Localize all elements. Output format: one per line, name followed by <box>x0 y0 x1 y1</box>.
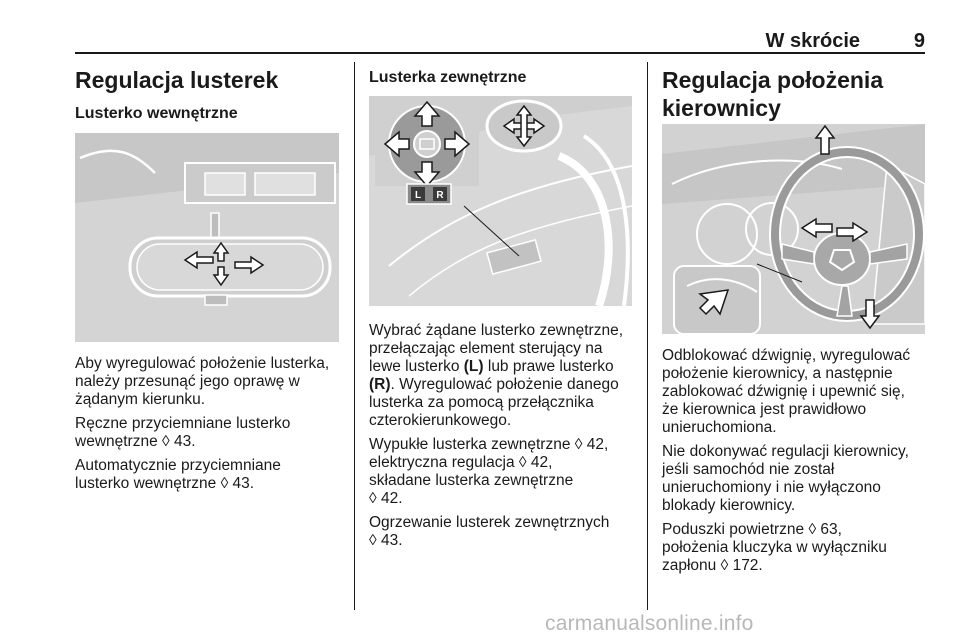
text-line: unieruchomiony i nie wyłączono <box>662 479 881 496</box>
text-line: zapłonu ◊ 172. <box>662 557 763 574</box>
text-line: czterokierunkowego. <box>369 412 512 429</box>
text-line: Ogrzewanie lusterek zewnętrznych <box>369 514 610 531</box>
text-line: jeśli samochód nie został <box>662 461 835 478</box>
running-header-title: W skrócie <box>765 30 860 52</box>
text-line: Wypukłe lusterka zewnętrzne ◊ 42, <box>369 436 609 453</box>
paragraph <box>369 322 644 430</box>
paragraph <box>662 521 937 575</box>
text-line: Ręczne przyciemniane lusterko <box>75 415 291 432</box>
text-line: Wybrać żądane lusterko zewnętrzne, <box>369 322 624 339</box>
heading-line: Regulacja położenia <box>662 67 884 93</box>
steering-wheel-illustration <box>662 124 925 334</box>
section-heading-mirrors: Regulacja lusterek <box>75 67 279 93</box>
subheading-exterior-mirrors: Lusterka zewnętrzne <box>369 69 527 86</box>
text-line: ◊ 43. <box>369 532 403 549</box>
text-line: składane lusterka zewnętrzne <box>369 472 574 489</box>
paragraph <box>75 415 350 451</box>
text-line: zablokować dźwignię i upewnić się, <box>662 383 905 400</box>
text-line: Odblokować dźwignię, wyregulować <box>662 347 911 364</box>
text-line: blokady kierownicy. <box>662 497 796 514</box>
text-line: Nie dokonywać regulacji kierownicy, <box>662 443 909 460</box>
text-line: wewnętrzne ◊ 43. <box>75 433 196 450</box>
text-line: unieruchomiona. <box>662 419 777 436</box>
left-column-text <box>75 355 350 499</box>
paragraph <box>662 443 937 515</box>
text-line: położenie kierownicy, a następnie <box>662 365 893 382</box>
middle-column-text <box>369 322 644 556</box>
interior-mirror-illustration <box>75 133 339 342</box>
right-column-text <box>662 347 937 581</box>
text-line: ◊ 42. <box>369 490 403 507</box>
header-rule <box>75 52 925 54</box>
text-line: położenia kluczyka w wyłączniku <box>662 539 887 556</box>
paragraph <box>75 457 350 493</box>
text-line: lusterko wewnętrzne ◊ 43. <box>75 475 255 492</box>
subheading-interior-mirror: Lusterko wewnętrzne <box>75 105 238 122</box>
column-divider-right <box>647 62 648 610</box>
text-line: żądanym kierunku. <box>75 391 206 408</box>
column-divider-left <box>354 62 355 610</box>
switch-label-left: L <box>414 190 422 201</box>
paragraph <box>662 347 937 437</box>
text-line: należy przesunąć jego oprawę w <box>75 373 300 390</box>
text-line: Poduszki powietrzne ◊ 63, <box>662 521 842 538</box>
paragraph <box>369 436 644 508</box>
text-line: lewe lusterko (L) lub prawe lusterko <box>369 358 614 375</box>
page-number: 9 <box>913 30 925 52</box>
text-line: że kierownica jest prawidłowo <box>662 401 867 418</box>
exterior-mirror-drawing <box>369 96 632 306</box>
text-line: (R). Wyregulować położenie danego <box>369 376 619 393</box>
text-line: przełączając element sterujący na <box>369 340 603 357</box>
switch-label-right: R <box>436 190 444 201</box>
text-line: elektryczna regulacja ◊ 42, <box>369 454 553 471</box>
text-line: lusterka za pomocą przełącznika <box>369 394 594 411</box>
interior-mirror-drawing <box>75 133 339 342</box>
section-heading-steering <box>662 66 883 122</box>
paragraph <box>369 514 644 550</box>
paragraph <box>75 355 350 409</box>
text-line: Aby wyregulować położenie lusterka, <box>75 355 330 372</box>
watermark: carmanualsonline.info <box>545 612 754 635</box>
exterior-mirror-illustration <box>369 96 632 306</box>
steering-wheel-drawing <box>662 124 925 334</box>
heading-line: kierownicy <box>662 95 781 121</box>
text-line: Automatycznie przyciemniane <box>75 457 281 474</box>
